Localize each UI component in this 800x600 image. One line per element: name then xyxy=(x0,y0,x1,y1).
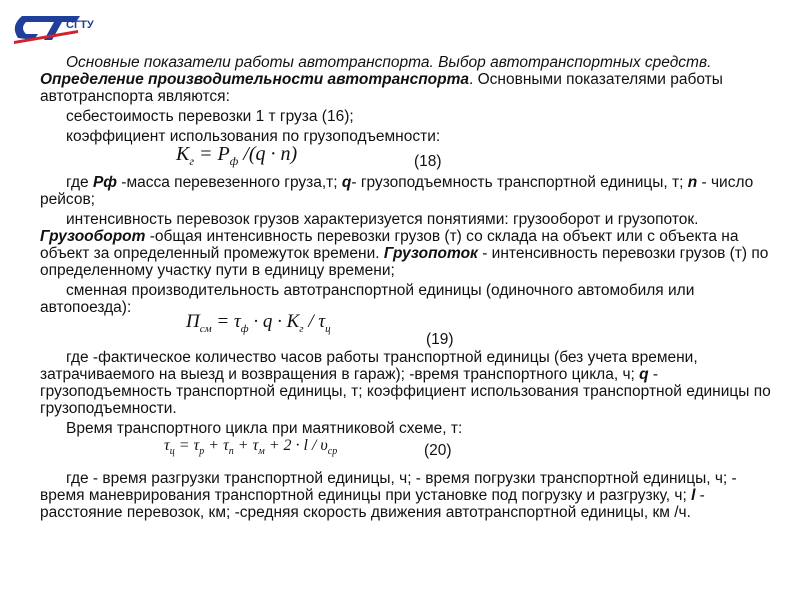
formula-18-legend: где Рф -масса перевезенного груза,т; q- грузоподъемность транспортной единицы, т; n - число рейсов; xyxy=(40,174,754,208)
formula-20 xyxy=(40,437,780,470)
intro-paragraph: Основные показатели работы автотранспорта. Выбор автотранспортных средств. Определение производительности автотранспорта. Основными показателями работы автотранспорта являются: xyxy=(40,54,723,105)
formula-18-expr: $K_г = P_ф$ /(q · n) xyxy=(176,143,298,168)
formula-19 xyxy=(40,311,780,349)
formula-19-number: (19) xyxy=(426,331,454,348)
term-gruzopotok: Грузопоток xyxy=(383,245,478,262)
term-gruzooborot: Грузооборот xyxy=(40,228,146,245)
capacity-coef-item: коэффициент использования по грузоподъемности: xyxy=(66,128,441,145)
cost-item: себестоимость перевозки 1 т груза (16); xyxy=(66,108,354,125)
university-logo xyxy=(8,8,100,44)
formula-19-expr: $П_{см} = \tau_ф \cdot q \cdot K_г / \tau_ц$ xyxy=(186,311,331,335)
formula-20-legend: где - время разгрузки транспортной единицы, ч; - время погрузки транспортной единицы, ч; - время маневрирования транспортной единицы при установке под погрузку и разгрузку, ч; l - расстояние перевозок, км; -средняя скорость движения автотранспортной единицы, км /ч. xyxy=(40,470,737,521)
formula-18 xyxy=(40,143,780,174)
formula-20-expr: $\tau_ц = \tau_р + \tau_п + \tau_м + 2 \cdot l / \upsilon_{ср}$ xyxy=(164,437,338,458)
logo-text: СГТУ xyxy=(66,19,94,31)
intensity-paragraph: интенсивность перевозок грузов характеризуется понятиями: грузооборот и грузопоток. Грузооборот -общая интенсивность перевозки грузов (т) со склада на объект или с объекта на объект за определенный промежуток времени. Грузопоток - интенсивность перевозки грузов (т) по определенному участку пути в единицу времени; xyxy=(40,211,769,279)
slide-content xyxy=(40,54,780,524)
formula-19-legend: где -фактическое количество часов работы транспортной единицы (без учета времени, затрачиваемого на выезд и возвращения в гараж); -время транспортного цикла, ч; q - грузоподъемность транспортной единицы, т; коэффициент использования транспортной единицы по грузоподъемности. xyxy=(40,349,771,417)
shift-productivity-item: сменная производительность автотранспортной единицы (одиночного автомобиля или автопоезда): xyxy=(40,282,695,316)
section-heading: Определение производительности автотранспорта xyxy=(40,71,470,88)
formula-20-number: (20) xyxy=(424,442,452,459)
cycle-time-item: Время транспортного цикла при маятниковой схеме, т: xyxy=(66,420,463,437)
formula-18-number: (18) xyxy=(414,153,442,170)
